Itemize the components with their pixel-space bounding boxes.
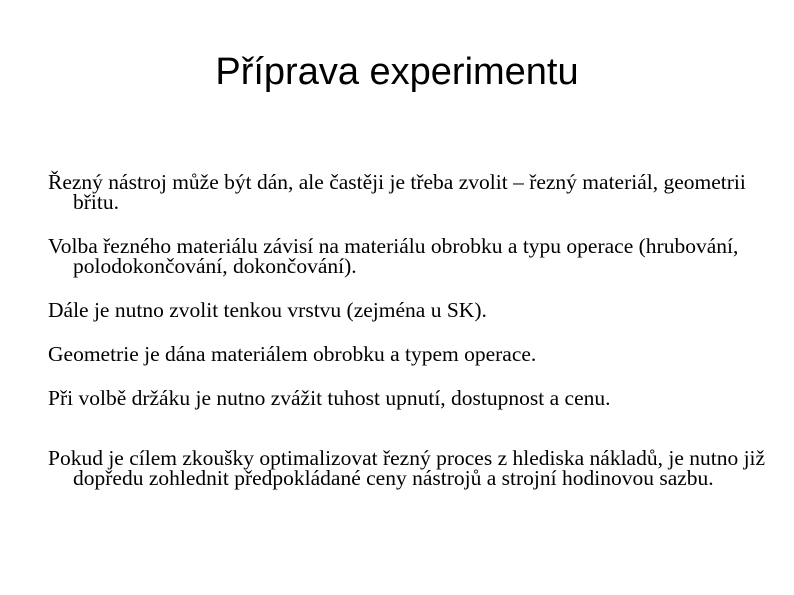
slide-title: Příprava experimentu	[215, 51, 579, 93]
paragraph-holder-choice: Při volbě držáku je nutno zvážit tuhost upnutí, dostupnost a cenu.	[48, 386, 611, 410]
paragraph-geometry: Geometrie je dána materiálem obrobku a typem operace.	[48, 342, 537, 366]
slide-body	[48, 172, 768, 512]
paragraph-thin-layer: Dále je nutno zvolit tenkou vrstvu (zejména u SK).	[48, 298, 487, 322]
paragraph-material-choice: Volba řezného materiálu závisí na materiálu obrobku a typu operace (hrubování, polodokončování, dokončování).	[48, 234, 739, 278]
paragraph-cost-optimization: Pokud je cílem zkoušky optimalizovat řezný proces z hlediska nákladů, je nutno již dopředu zohlednit předpokládané ceny nástrojů a strojní hodinovou sazbu.	[48, 446, 766, 490]
paragraph-cutting-tool: Řezný nástroj může být dán, ale častěji je třeba zvolit – řezný materiál, geometrii břitu.	[48, 170, 746, 214]
